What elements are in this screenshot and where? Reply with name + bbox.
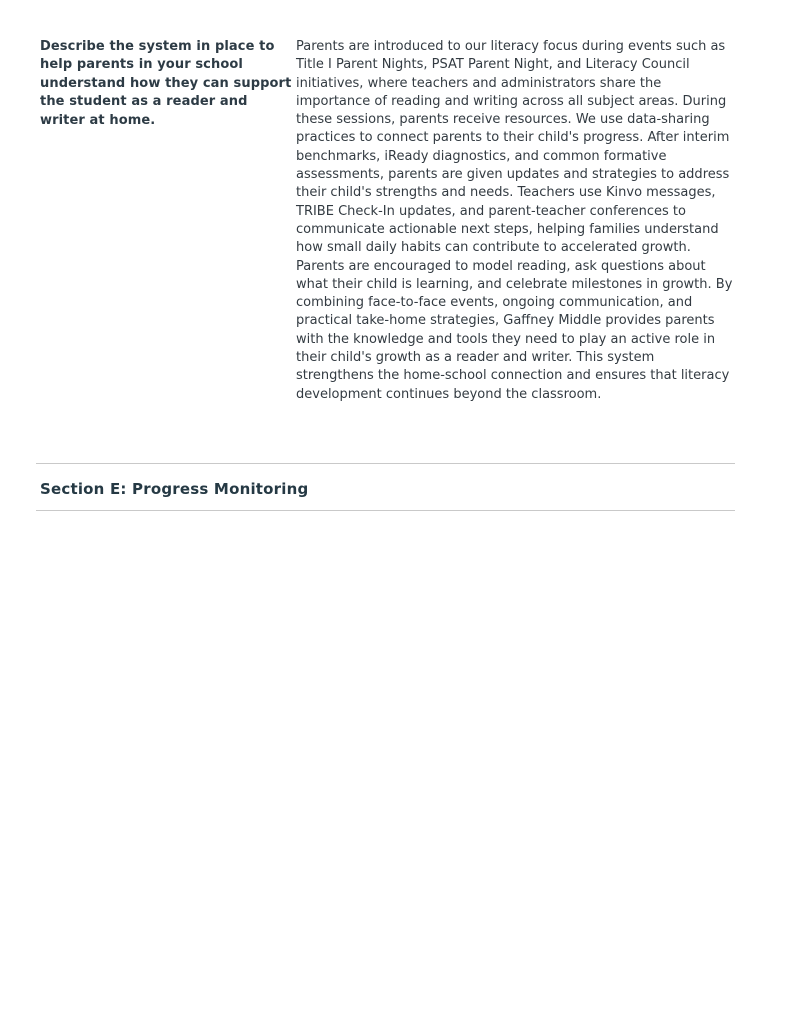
answer-text: Parents are introduced to our literacy focus during events such as Title I Parent Nights, PSAT Parent Night, and Literacy Council initiatives, where teachers and administrators share the importance of reading and writing across all subject areas. During these sessions, parents receive resources. We use data-sharing practices to connect parents to their child's progress. After interim benchmarks, iReady diagnostics, and common formative assessments, parents are given updates and strategies to address their child's strengths and needs. Teachers use Kinvo messages, TRIBE Check-In updates, and parent-teacher conferences to communicate actionable next steps, helping families understand how small daily habits can contribute to accelerated growth. Parents are encouraged to model reading, ask questions about what their child is learning, and celebrate milestones in growth. By combining face-to-face events, ongoing communication, and practical take-home strategies, Gaffney Middle provides parents with the knowledge and tools they need to play an active role in their child's growth as a reader and writer. This system strengthens the home-school connection and ensures that literacy development continues beyond the classroom. — [296, 39, 733, 402]
form-content — [0, 0, 791, 404]
section-heading: Section E: Progress Monitoring — [40, 480, 309, 498]
question-label: Describe the system in place to help parents in your school understand how they can support the student as a reader and writer at home. — [40, 39, 292, 128]
question-answer-row — [40, 38, 735, 404]
section-e-block — [36, 463, 735, 498]
section-divider-top — [36, 463, 735, 464]
section-divider-bottom — [36, 510, 735, 511]
